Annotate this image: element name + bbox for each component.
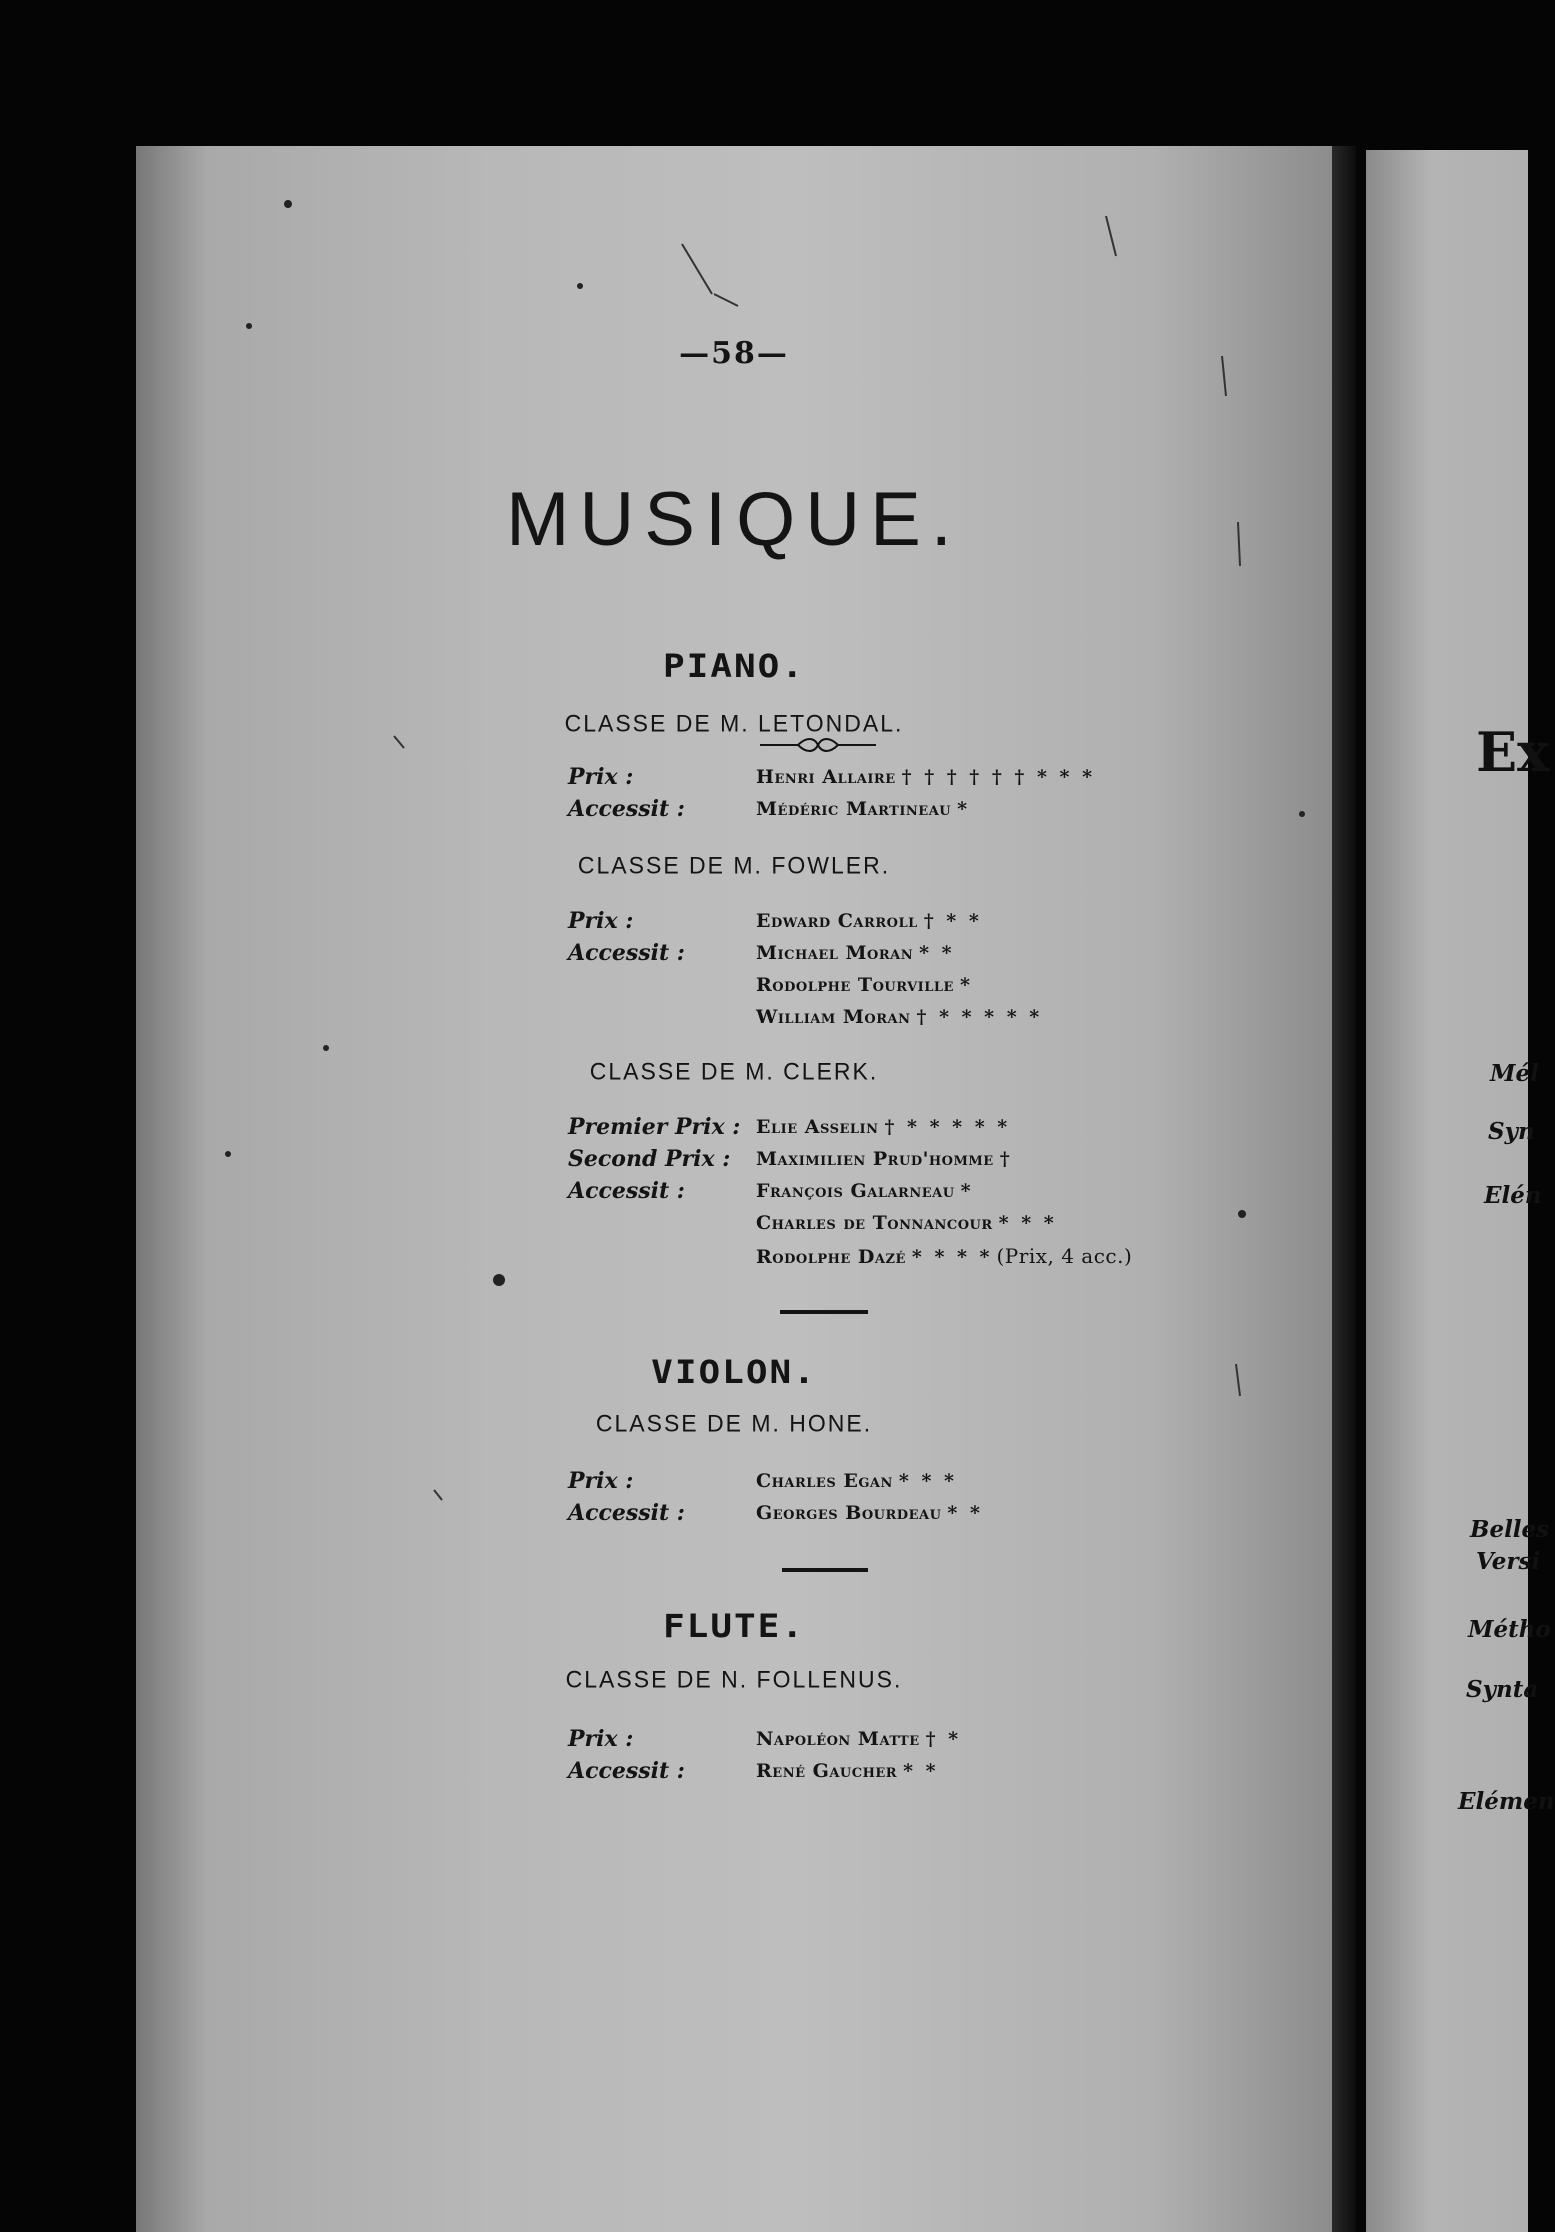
- adjacent-page-fragment: Elén: [1484, 1182, 1542, 1209]
- section-title-violon: VIOLON.: [651, 1354, 817, 1391]
- entry-name: Charles Egan * * *: [756, 1470, 957, 1492]
- entry-label: Accessit :: [568, 796, 685, 822]
- document-page: [136, 146, 1332, 2232]
- entry-label: Accessit :: [568, 940, 685, 966]
- entry-note: (Prix, 4 acc.): [996, 1244, 1133, 1268]
- award-marks: † † † † † † * * *: [901, 766, 1095, 788]
- entry-name: Napoléon Matte † *: [756, 1728, 962, 1750]
- adjacent-page-fragment: Mél: [1490, 1060, 1539, 1087]
- class-heading-letondal: CLASSE DE M. LETONDAL.: [564, 709, 904, 737]
- award-marks: †: [999, 1148, 1013, 1170]
- entry-name: Georges Bourdeau * *: [756, 1502, 983, 1524]
- page-number: —58—: [679, 336, 789, 371]
- adjacent-page-fragment: Métho: [1468, 1616, 1551, 1643]
- award-marks: *: [959, 974, 973, 996]
- entry-label: Prix :: [568, 908, 634, 934]
- section-title-piano: PIANO.: [662, 648, 806, 685]
- adjacent-page-fragment: Elémen: [1458, 1788, 1555, 1815]
- entry-label: Accessit :: [568, 1758, 685, 1784]
- adjacent-page-fragment: Versi: [1476, 1548, 1541, 1575]
- award-marks: * *: [903, 1760, 939, 1782]
- entry-name: Rodolphe Tourville *: [756, 974, 973, 996]
- adjacent-page: [1366, 150, 1555, 2232]
- adjacent-page-fragment: Belles: [1470, 1516, 1550, 1543]
- entry-label: Second Prix :: [568, 1146, 731, 1172]
- entry-name: Charles de Tonnancour * * *: [756, 1212, 1057, 1234]
- adjacent-page-fragment: Syn: [1488, 1118, 1535, 1145]
- page-title: MUSIQUE.: [506, 477, 962, 562]
- award-marks: *: [960, 1180, 974, 1202]
- section-divider: [782, 1568, 868, 1572]
- award-marks: † *: [925, 1728, 962, 1750]
- award-marks: * * *: [898, 1470, 957, 1492]
- award-marks: * * *: [998, 1212, 1057, 1234]
- class-heading-hone: CLASSE DE M. HONE.: [595, 1409, 873, 1437]
- entry-name: William Moran † * * * * *: [756, 1006, 1043, 1028]
- entry-label: Accessit :: [568, 1178, 685, 1204]
- award-marks: † * * * * *: [884, 1116, 1011, 1138]
- entry-name: François Galarneau *: [756, 1180, 974, 1202]
- section-title-flute: FLUTE.: [662, 1608, 806, 1645]
- entry-name: Rodolphe Dazé * * * * (Prix, 4 acc.): [756, 1244, 1133, 1268]
- entry-label: Prix :: [568, 1726, 634, 1752]
- entry-label: Premier Prix :: [568, 1114, 741, 1140]
- class-heading-follenus: CLASSE DE N. FOLLENUS.: [565, 1665, 903, 1693]
- entry-label: Prix :: [568, 764, 634, 790]
- entry-name: Henri Allaire † † † † † † * * *: [756, 766, 1095, 788]
- entry-name: Elie Asselin † * * * * *: [756, 1116, 1011, 1138]
- award-marks: * *: [947, 1502, 983, 1524]
- scan-noise: [136, 146, 1332, 2232]
- entry-label: Prix :: [568, 1468, 634, 1494]
- award-marks: † * * * * *: [916, 1006, 1043, 1028]
- award-marks: † * *: [923, 910, 982, 932]
- section-divider: [780, 1310, 868, 1314]
- entry-label: Accessit :: [568, 1500, 685, 1526]
- class-heading-clerk: CLASSE DE M. CLERK.: [589, 1057, 879, 1085]
- entry-name: Michael Moran * *: [756, 942, 955, 964]
- class-heading-fowler: CLASSE DE M. FOWLER.: [577, 851, 891, 879]
- entry-name: René Gaucher * *: [756, 1760, 939, 1782]
- entry-name: Médéric Martineau *: [756, 798, 971, 820]
- award-marks: *: [957, 798, 971, 820]
- entry-name: Maximilien Prud'homme †: [756, 1148, 1013, 1170]
- adjacent-page-fragment: Ex: [1476, 720, 1550, 784]
- adjacent-page-fragment: Synta: [1466, 1676, 1539, 1703]
- award-marks: * *: [919, 942, 955, 964]
- entry-name: Edward Carroll † * *: [756, 910, 982, 932]
- award-marks: * * * *: [911, 1246, 993, 1268]
